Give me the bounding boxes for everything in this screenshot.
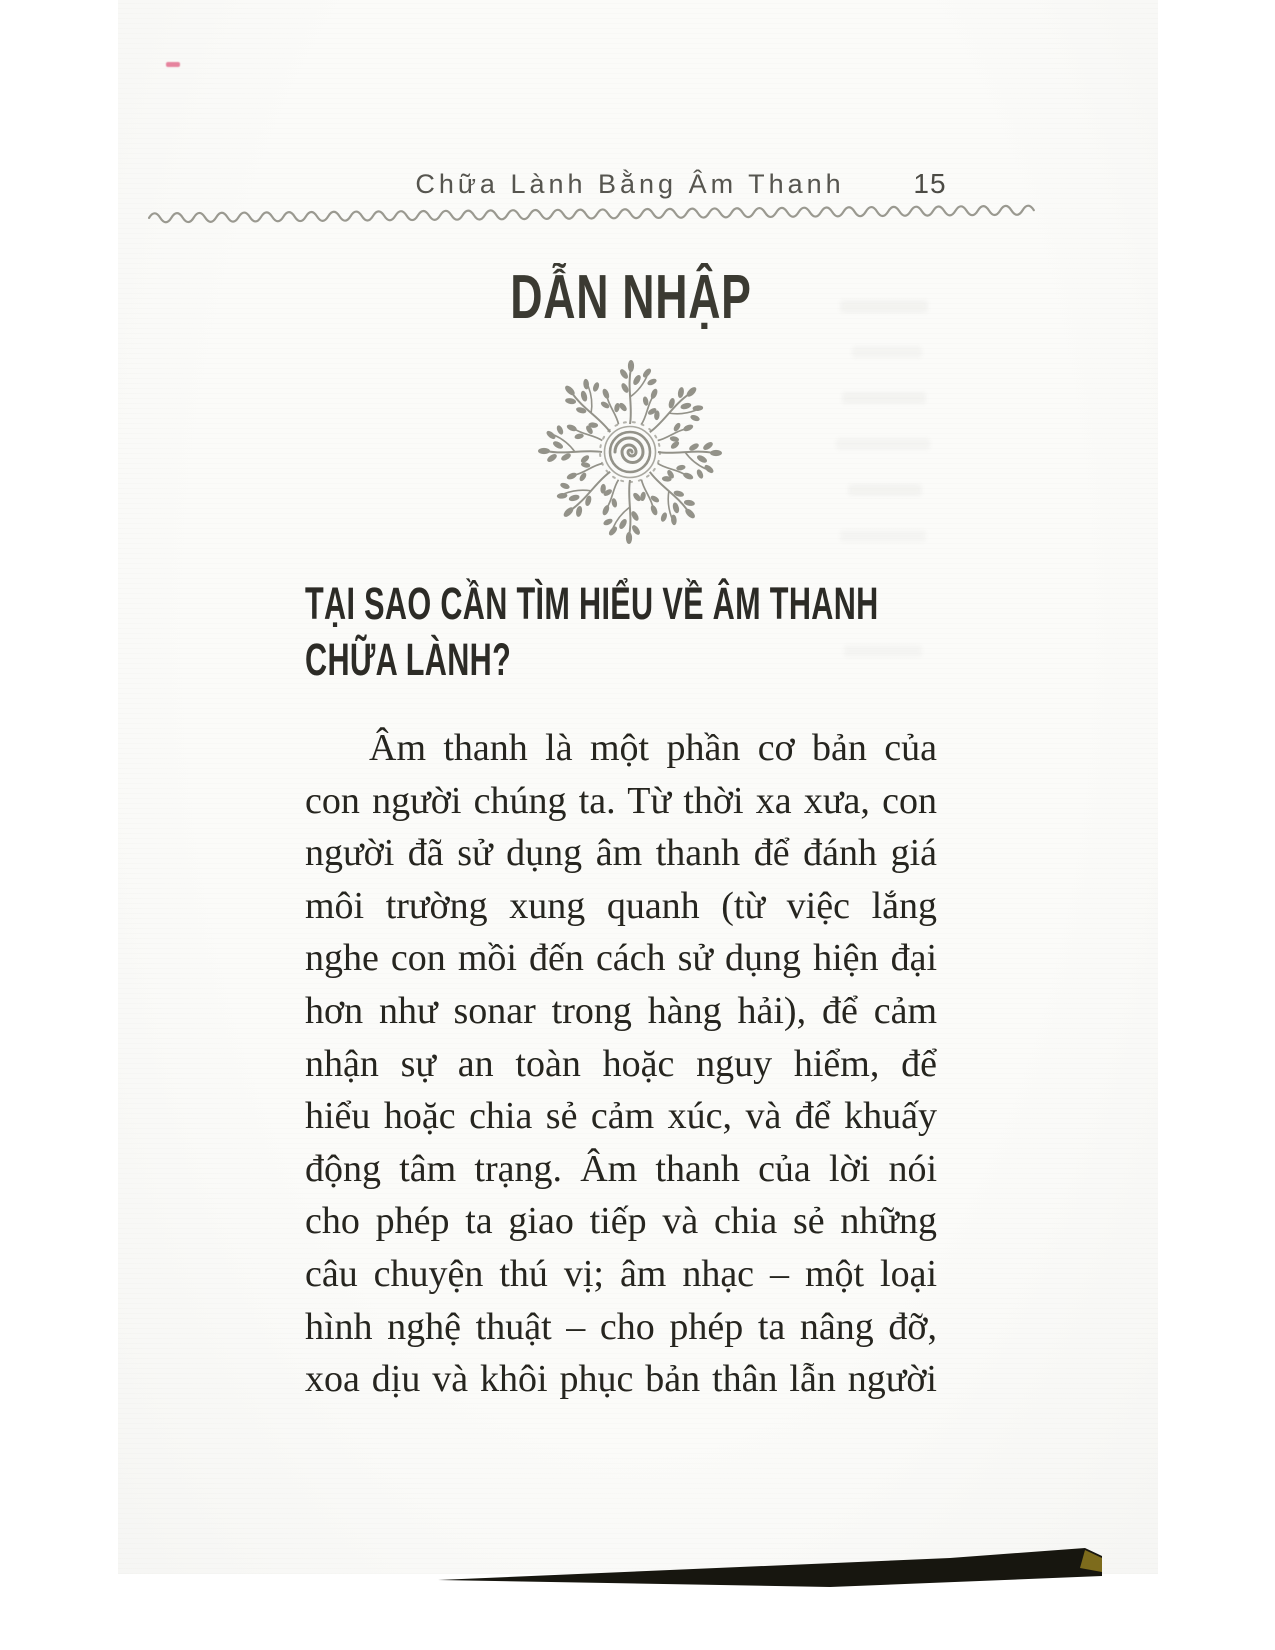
page-number: 15	[913, 168, 947, 199]
body-line: động tâm trạng. Âm thanh của lời nói	[305, 1147, 937, 1190]
bleed-through-mark	[852, 346, 922, 358]
pink-scan-artifact	[166, 62, 180, 67]
book-bottom-edge	[430, 1542, 1130, 1600]
wavy-divider-path	[149, 206, 1034, 223]
body-line: Âm thanh là một phần cơ bản của	[369, 727, 937, 769]
body-line: hơn như sonar trong hàng hải), để cảm	[305, 989, 937, 1032]
bleed-through-mark	[836, 438, 930, 450]
bleed-through-mark	[844, 645, 922, 657]
body-line: hiểu hoặc chia sẻ cảm xúc, và để khuấy	[305, 1095, 937, 1138]
body-paragraph	[305, 722, 937, 1406]
body-line: người đã sử dụng âm thanh để đánh giá	[305, 832, 937, 875]
body-line: xoa dịu và khôi phục bản thân lẫn người	[305, 1358, 937, 1401]
body-line: nhận sự an toàn hoặc nguy hiểm, để	[305, 1042, 937, 1085]
section-heading-line-2: CHỮA LÀNH?	[305, 634, 512, 685]
section-heading-line-1: TẠI SAO CẦN TÌM HIỂU VỀ ÂM THANH	[305, 578, 879, 629]
body-line: môi trường xung quanh (từ việc lắng	[305, 884, 937, 927]
running-header-title: Chữa Lành Bằng Âm Thanh	[415, 169, 845, 199]
chapter-title: DẪN NHẬP	[510, 263, 752, 332]
bleed-through-mark	[840, 530, 926, 542]
body-line: nghe con mồi đến cách sử dụng hiện đại	[305, 937, 937, 980]
body-line: hình nghệ thuật – cho phép ta nâng đỡ,	[305, 1305, 937, 1348]
bleed-through-mark	[842, 392, 926, 404]
body-line: con người chúng ta. Từ thời xa xưa, con	[305, 779, 937, 822]
bleed-through-mark	[840, 300, 928, 313]
spiral-tree-ornament-icon	[535, 357, 725, 547]
bleed-through-mark	[848, 484, 922, 496]
body-line: cho phép ta giao tiếp và chia sẻ những	[305, 1200, 937, 1243]
section-heading	[305, 576, 879, 688]
body-line: câu chuyện thú vị; âm nhạc – một loại	[305, 1252, 937, 1295]
